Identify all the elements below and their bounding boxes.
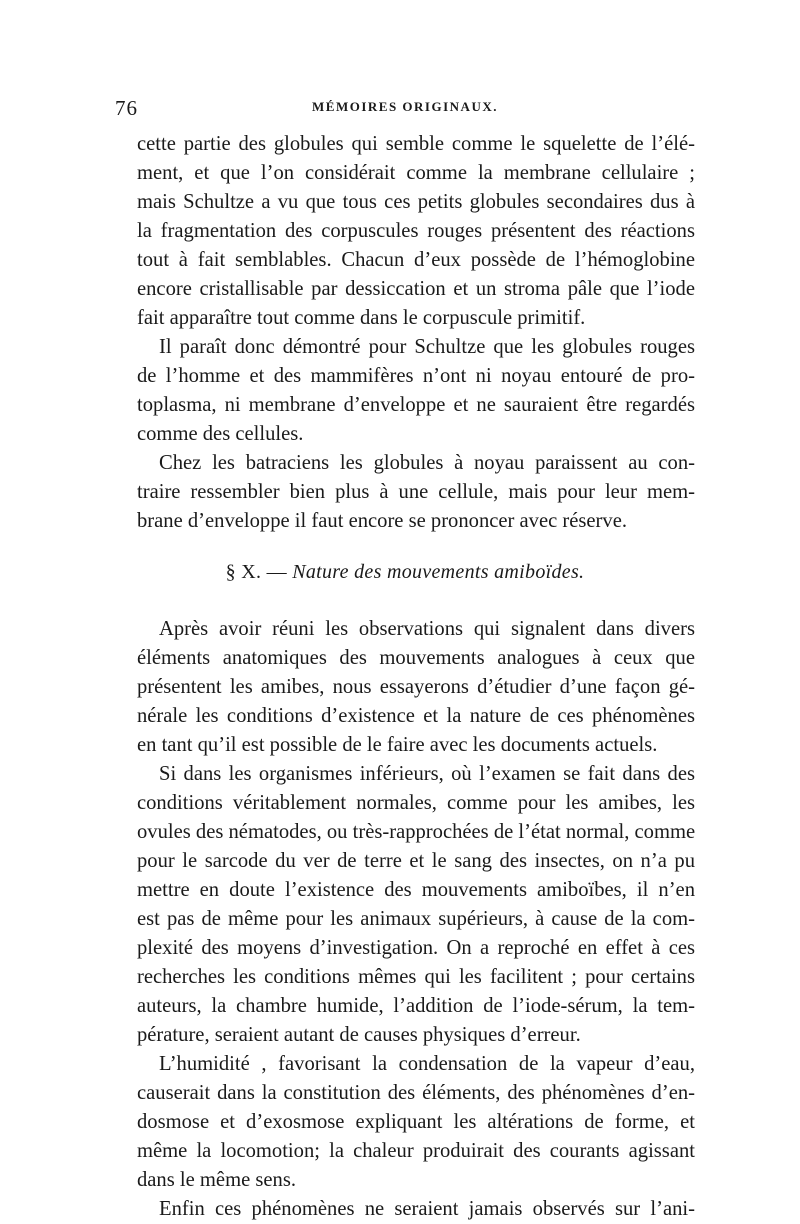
text-line: nérale les conditions d’existence et la nature de ces phénomènes xyxy=(137,705,695,727)
paragraph-6 xyxy=(115,1050,695,1195)
text-line: L’humidité , favorisant la condensation de la vapeur d’eau, xyxy=(159,1053,695,1075)
text-line: mettre en doute l’existence des mouvements amiboïbes, il n’en xyxy=(137,879,695,901)
paragraph-4 xyxy=(115,615,695,760)
text-line: plexité des moyens d’investigation. On a reproché en effet à ces xyxy=(137,937,695,959)
section-title: Nature des mouvements amiboïdes. xyxy=(292,561,585,583)
page xyxy=(115,96,695,1220)
paragraph-7 xyxy=(115,1195,695,1224)
text-line: éléments anatomiques des mouvements analogues à ceux que xyxy=(137,647,695,669)
text-line: comme des cellules. xyxy=(137,423,304,445)
text-line: traire ressembler bien plus à une cellule, mais pour leur mem- xyxy=(137,481,695,503)
text-line: encore cristallisable par dessiccation et un stroma pâle que l’iode xyxy=(137,278,695,300)
text-line: auteurs, la chambre humide, l’addition de l’iode-sérum, la tem- xyxy=(137,995,695,1017)
text-line: cette partie des globules qui semble comme le squelette de l’élé- xyxy=(137,133,695,155)
text-line: la fragmentation des corpuscules rouges présentent des réactions xyxy=(137,220,695,242)
running-title: MÉMOIRES ORIGINAUX. xyxy=(312,99,498,114)
paragraph-5 xyxy=(115,760,695,1050)
text-line: ovules des nématodes, ou très-rapprochées de l’état normal, comme xyxy=(137,821,695,843)
text-line: fait apparaître tout comme dans le corpuscule primitif. xyxy=(137,307,586,329)
text-line: en tant qu’il est possible de le faire avec les documents actuels. xyxy=(137,734,658,756)
paragraph-1 xyxy=(115,130,695,333)
text-line: recherches les conditions mêmes qui les facilitent ; pour certains xyxy=(137,966,695,988)
text-line: même la locomotion; la chaleur produirait des courants agissant xyxy=(137,1140,695,1162)
text-line: présentent les amibes, nous essayerons d’étudier d’une façon gé- xyxy=(137,676,695,698)
text-line: causerait dans la constitution des éléments, des phénomènes d’en- xyxy=(137,1082,695,1104)
text-line: pour le sarcode du ver de terre et le sang des insectes, on n’a pu xyxy=(137,850,695,872)
text-line: Il paraît donc démontré pour Schultze que les globules rouges xyxy=(159,336,695,358)
page-number: 76 xyxy=(115,96,138,120)
text-line: dosmose et d’exosmose expliquant les altérations de forme, et xyxy=(137,1111,695,1133)
section-heading xyxy=(115,558,695,587)
text-line: pérature, seraient autant de causes physiques d’erreur. xyxy=(137,1024,581,1046)
paragraph-2 xyxy=(115,333,695,449)
text-line: toplasma, ni membrane d’enveloppe et ne sauraient être regardés xyxy=(137,394,695,416)
text-line: brane d’enveloppe il faut encore se prononcer avec réserve. xyxy=(137,510,627,532)
body-text xyxy=(115,130,695,1224)
text-line: est pas de même pour les animaux supérieurs, à cause de la com- xyxy=(137,908,695,930)
text-line: mais Schultze a vu que tous ces petits globules secondaires dus à xyxy=(137,191,695,213)
paragraph-3 xyxy=(115,449,695,536)
text-line: Si dans les organismes inférieurs, où l’examen se fait dans des xyxy=(159,763,695,785)
text-line: conditions véritablement normales, comme pour les amibes, les xyxy=(137,792,695,814)
text-line: Chez les batraciens les globules à noyau paraissent au con- xyxy=(159,452,695,474)
text-line: tout à fait semblables. Chacun d’eux possède de l’hémoglobine xyxy=(137,249,695,271)
text-line: ment, et que l’on considérait comme la membrane cellulaire ; xyxy=(137,162,695,184)
running-head xyxy=(115,96,695,124)
section-number: § X. — xyxy=(225,561,287,583)
text-line: dans le même sens. xyxy=(137,1169,296,1191)
text-line: de l’homme et des mammifères n’ont ni noyau entouré de pro- xyxy=(137,365,695,387)
text-line: Enfin ces phénomènes ne seraient jamais observés sur l’ani- xyxy=(159,1198,695,1220)
text-line: Après avoir réuni les observations qui signalent dans divers xyxy=(159,618,695,640)
